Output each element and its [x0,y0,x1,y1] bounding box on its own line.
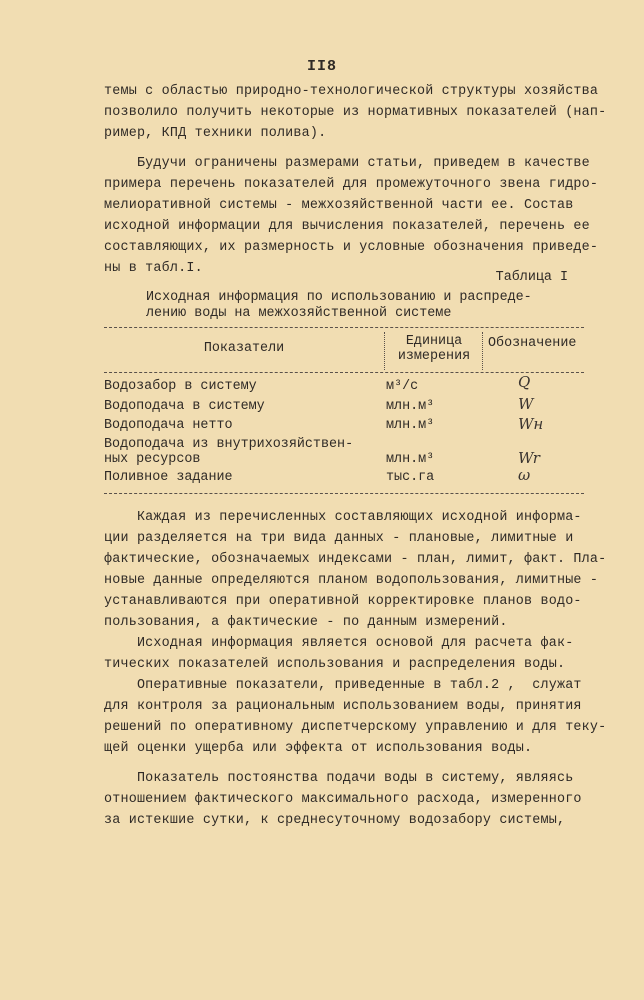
table-row-name: ных ресурсов [104,452,201,467]
text-line: исходной информации для вычисления показателей, перечень ее [104,219,590,234]
table-label: Таблица I [495,270,568,285]
text-line: ример, КПД техники полива). [104,126,327,141]
text-line: фактические, обозначаемых индексами - план, лимит, факт. Пла- [104,552,607,567]
table-row-unit: млн.м³ [386,399,435,414]
text-line: щей оценки ущерба или эффекта от использования воды. [104,741,533,756]
table-rule [104,372,584,373]
column-divider [384,332,385,370]
text-line: новые данные определяются планом водопользования, лимитные - [104,573,599,588]
page-number: II8 [306,58,337,75]
text-line: составляющих, их размерность и условные обозначения приведе- [104,240,599,255]
text-line: Будучи ограничены размерами статьи, приведем в качестве [104,156,590,171]
text-line: тических показателей использования и распределения воды. [104,657,566,672]
header-unit: измерения [397,349,471,364]
text-line: ции разделяется на три вида данных - плановые, лимитные и [104,531,574,546]
table-row-symbol: Wr [518,449,540,467]
text-line: отношением фактического максимального расхода, измеренного [104,792,582,807]
text-line: за истекшие сутки, к среднесуточному водозабору системы, [104,813,566,828]
text-line: для контроля за рациональным использованием воды, принятия [104,699,582,714]
table-row-symbol: Wн [518,415,544,433]
table-row-unit: м³/с [386,379,419,394]
table-row-name: Водоподача нетто [104,418,233,433]
header-designation: Обозначение [488,336,577,351]
text-line: позволило получить некоторые из нормативных показателей (нап- [104,105,607,120]
column-divider [482,332,483,370]
header-unit: Единица [405,334,463,349]
text-line: устанавливаются при оперативной корректировке планов водо- [104,594,582,609]
table-row-unit: тыс.га [386,470,435,485]
table-row-name: Водоподача из внутрихозяйствен- [104,437,354,452]
text-line: Исходная информация является основой для расчета фак- [104,636,574,651]
table-row-symbol: W [518,395,534,413]
table-row-name: Водоподача в систему [104,399,265,414]
table-row-name: Поливное задание [104,470,233,485]
table-row-unit: млн.м³ [386,418,435,433]
table-row-name: Водозабор в систему [104,379,257,394]
table-row-symbol: ω [518,466,531,484]
table-row-unit: млн.м³ [386,452,435,467]
text-line: решений по оперативному диспетчерскому управлению и для теку- [104,720,607,735]
table-caption: лению воды на межхозяйственной системе [146,306,452,321]
text-line: Оперативные показатели, приведенные в табл.2 , служат [104,678,582,693]
table-rule [104,327,584,328]
text-line: темы с областью природно-технологической структуры хозяйства [104,84,599,99]
text-line: ны в табл.I. [104,261,203,276]
table-caption: Исходная информация по использованию и распреде- [146,290,532,305]
table-row-symbol: Q [518,373,531,391]
text-line: Показатель постоянства подачи воды в систему, являясь [104,771,574,786]
header-indicators: Показатели [203,341,285,356]
text-line: пользования, а фактические - по данным измерений. [104,615,508,630]
text-line: мелиоративной системы - межхозяйственной части ее. Состав [104,198,574,213]
table-rule [104,493,584,494]
text-line: примера перечень показателей для промежуточного звена гидро- [104,177,599,192]
text-line: Каждая из перечисленных составляющих исходной информа- [104,510,582,525]
